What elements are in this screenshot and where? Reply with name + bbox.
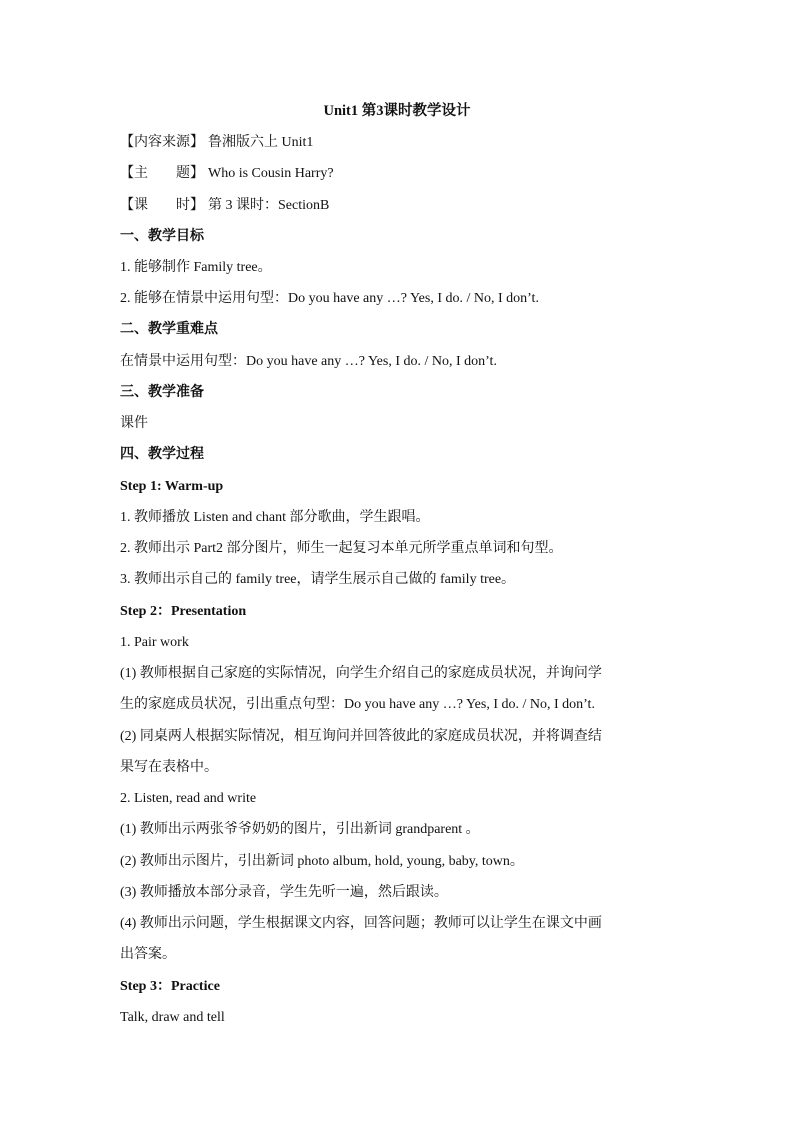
- step2-heading: Step 2：Presentation: [120, 604, 247, 619]
- step2-sub1-line: (2) 同桌两人根据实际情况，相互询问并回答彼此的家庭成员状况，并将调查结: [120, 729, 602, 744]
- meta-source: [120, 133, 676, 153]
- objective-item: 2. 能够在情景中运用句型：Do you have any …? Yes, I do. / No, I don’t.: [120, 291, 539, 306]
- step2-sub1-line: 果写在表格中。: [120, 760, 218, 775]
- objective-item: 1. 能够制作 Family tree。: [120, 260, 272, 275]
- step1-heading: Step 1: Warm-up: [120, 479, 224, 494]
- meta-period-label: 【课 时】: [120, 198, 204, 213]
- step2-sub1-line: 生的家庭成员状况，引出重点句型：Do you have any …? Yes, I do. / No, I don’t.: [120, 697, 595, 712]
- step2-sub2-line: (4) 教师出示问题，学生根据课文内容，回答问题；教师可以让学生在课文中画: [120, 916, 602, 931]
- keypoints-text: 在情景中运用句型：Do you have any …? Yes, I do. / No, I don’t.: [120, 354, 497, 369]
- meta-source-value: 鲁湘版六上 Unit1: [208, 135, 314, 150]
- section-preparation-heading: 三、教学准备: [120, 385, 204, 400]
- step2-sub2-heading: 2. Listen, read and write: [120, 791, 257, 806]
- meta-source-label: 【内容来源】: [120, 135, 204, 150]
- step2-sub2-line: (2) 教师出示图片，引出新词 photo album, hold, young, baby, town。: [120, 854, 524, 869]
- step2-sub1-heading: 1. Pair work: [120, 635, 189, 650]
- step2-sub2-line: 出答案。: [120, 947, 176, 962]
- step1-item: 1. 教师播放 Listen and chant 部分歌曲，学生跟唱。: [120, 510, 430, 525]
- step3-heading: Step 3：Practice: [120, 979, 220, 994]
- meta-topic-label: 【主 题】: [120, 166, 204, 181]
- meta-period-value: 第 3 课时：SectionB: [208, 198, 330, 213]
- step1-item: 3. 教师出示自己的 family tree，请学生展示自己做的 family tree。: [120, 572, 516, 587]
- section-process-heading: 四、教学过程: [120, 447, 204, 462]
- section-objectives-heading: 一、教学目标: [120, 229, 204, 244]
- meta-topic: [120, 164, 676, 184]
- section-keypoints-heading: 二、教学重难点: [120, 322, 218, 337]
- meta-topic-value: Who is Cousin Harry?: [208, 166, 334, 181]
- step2-sub2-line: (3) 教师播放本部分录音，学生先听一遍，然后跟读。: [120, 885, 448, 900]
- meta-period: [120, 196, 676, 216]
- step3-text: Talk, draw and tell: [120, 1010, 225, 1025]
- step2-sub1-line: (1) 教师根据自己家庭的实际情况，向学生介绍自己的家庭成员状况，并询问学: [120, 666, 602, 681]
- step1-item: 2. 教师出示 Part2 部分图片，师生一起复习本单元所学重点单词和句型。: [120, 541, 563, 556]
- document-title: Unit1 第3课时教学设计: [323, 103, 471, 119]
- step2-sub2-line: (1) 教师出示两张爷爷奶奶的图片，引出新词 grandparent 。: [120, 822, 480, 837]
- preparation-text: 课件: [120, 416, 148, 431]
